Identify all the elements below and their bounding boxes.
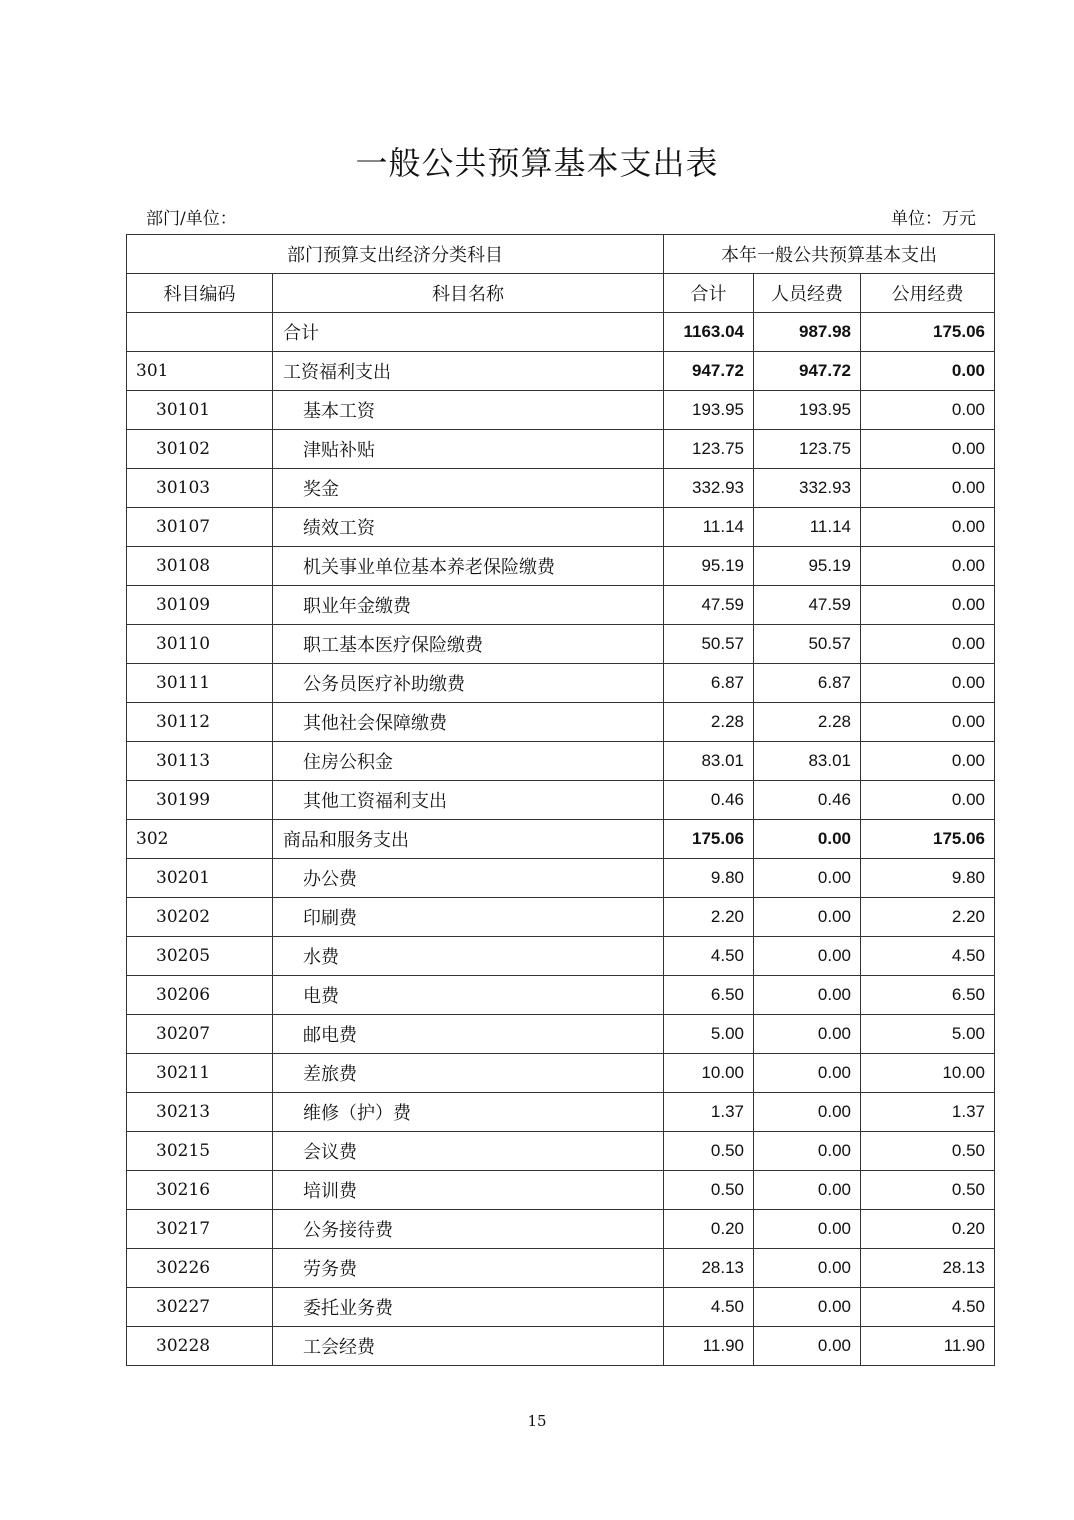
row-code: 30111 (127, 664, 273, 703)
row-total: 947.72 (664, 352, 754, 391)
row-public: 0.00 (861, 430, 995, 469)
row-public: 4.50 (861, 1288, 995, 1327)
table-row (127, 1132, 995, 1171)
row-name: 培训费 (273, 1171, 664, 1210)
header-name: 科目名称 (273, 274, 664, 313)
row-total: 9.80 (664, 859, 754, 898)
row-public: 0.00 (861, 391, 995, 430)
budget-table (126, 234, 995, 1366)
row-public: 0.20 (861, 1210, 995, 1249)
row-personnel: 0.00 (754, 1288, 861, 1327)
row-name: 电费 (273, 976, 664, 1015)
row-name: 商品和服务支出 (273, 820, 664, 859)
row-personnel: 947.72 (754, 352, 861, 391)
row-public: 4.50 (861, 937, 995, 976)
row-personnel: 2.28 (754, 703, 861, 742)
table-row (127, 742, 995, 781)
table-row (127, 625, 995, 664)
row-name: 津贴补贴 (273, 430, 664, 469)
table-row (127, 391, 995, 430)
row-public: 0.00 (861, 586, 995, 625)
row-code: 30213 (127, 1093, 273, 1132)
table-row (127, 352, 995, 391)
row-personnel: 0.00 (754, 1015, 861, 1054)
row-public: 11.90 (861, 1327, 995, 1366)
row-code: 30113 (127, 742, 273, 781)
row-code: 30102 (127, 430, 273, 469)
row-public: 0.00 (861, 664, 995, 703)
table-row (127, 1054, 995, 1093)
table-row (127, 703, 995, 742)
row-code: 30201 (127, 859, 273, 898)
row-personnel: 0.00 (754, 820, 861, 859)
row-code: 30109 (127, 586, 273, 625)
header-code: 科目编码 (127, 274, 273, 313)
row-public: 0.50 (861, 1132, 995, 1171)
table-row (127, 1288, 995, 1327)
row-total: 0.50 (664, 1132, 754, 1171)
row-public: 0.00 (861, 508, 995, 547)
row-name: 奖金 (273, 469, 664, 508)
header-group-row (127, 235, 995, 274)
row-name: 机关事业单位基本养老保险缴费 (273, 547, 664, 586)
row-code: 30216 (127, 1171, 273, 1210)
row-public: 5.00 (861, 1015, 995, 1054)
row-personnel: 0.00 (754, 859, 861, 898)
row-public: 0.00 (861, 742, 995, 781)
row-total: 95.19 (664, 547, 754, 586)
row-code: 30228 (127, 1327, 273, 1366)
row-code (127, 313, 273, 352)
row-code: 30206 (127, 976, 273, 1015)
row-total: 4.50 (664, 1288, 754, 1327)
row-code: 30205 (127, 937, 273, 976)
table-row (127, 1327, 995, 1366)
row-personnel: 0.00 (754, 1093, 861, 1132)
row-name: 印刷费 (273, 898, 664, 937)
row-personnel: 987.98 (754, 313, 861, 352)
table-row (127, 1171, 995, 1210)
row-public: 6.50 (861, 976, 995, 1015)
row-personnel: 83.01 (754, 742, 861, 781)
row-personnel: 0.00 (754, 1249, 861, 1288)
row-code: 30227 (127, 1288, 273, 1327)
table-body (127, 313, 995, 1366)
table-row (127, 781, 995, 820)
row-code: 30226 (127, 1249, 273, 1288)
table-row (127, 1210, 995, 1249)
row-personnel: 0.00 (754, 1132, 861, 1171)
row-total: 11.14 (664, 508, 754, 547)
row-total: 0.46 (664, 781, 754, 820)
row-name: 工资福利支出 (273, 352, 664, 391)
row-total: 83.01 (664, 742, 754, 781)
row-personnel: 11.14 (754, 508, 861, 547)
row-name: 邮电费 (273, 1015, 664, 1054)
row-code: 30202 (127, 898, 273, 937)
row-public: 0.50 (861, 1171, 995, 1210)
row-public: 0.00 (861, 469, 995, 508)
row-personnel: 95.19 (754, 547, 861, 586)
header-group-right: 本年一般公共预算基本支出 (664, 235, 995, 274)
row-personnel: 0.00 (754, 1327, 861, 1366)
row-public: 0.00 (861, 703, 995, 742)
row-name: 职业年金缴费 (273, 586, 664, 625)
row-code: 30217 (127, 1210, 273, 1249)
row-total: 47.59 (664, 586, 754, 625)
page-title: 一般公共预算基本支出表 (355, 144, 719, 182)
table-row (127, 547, 995, 586)
row-code: 30103 (127, 469, 273, 508)
table-row (127, 937, 995, 976)
row-name: 公务员医疗补助缴费 (273, 664, 664, 703)
row-personnel: 0.00 (754, 1171, 861, 1210)
header-total: 合计 (664, 274, 754, 313)
row-total: 0.50 (664, 1171, 754, 1210)
row-name: 其他社会保障缴费 (273, 703, 664, 742)
row-public: 2.20 (861, 898, 995, 937)
table-row (127, 586, 995, 625)
row-name: 维修（护）费 (273, 1093, 664, 1132)
row-name: 水费 (273, 937, 664, 976)
row-name: 工会经费 (273, 1327, 664, 1366)
row-total: 50.57 (664, 625, 754, 664)
unit-label: 单位：万元 (891, 209, 976, 229)
row-personnel: 0.00 (754, 1054, 861, 1093)
row-personnel: 50.57 (754, 625, 861, 664)
row-code: 30112 (127, 703, 273, 742)
row-code: 30107 (127, 508, 273, 547)
header-public: 公用经费 (861, 274, 995, 313)
row-personnel: 123.75 (754, 430, 861, 469)
row-personnel: 0.46 (754, 781, 861, 820)
row-code: 30110 (127, 625, 273, 664)
row-public: 0.00 (861, 352, 995, 391)
row-total: 2.28 (664, 703, 754, 742)
row-personnel: 0.00 (754, 1210, 861, 1249)
row-public: 9.80 (861, 859, 995, 898)
row-name: 住房公积金 (273, 742, 664, 781)
row-total: 11.90 (664, 1327, 754, 1366)
header-group-left: 部门预算支出经济分类科目 (127, 235, 664, 274)
table-row (127, 976, 995, 1015)
row-public: 175.06 (861, 820, 995, 859)
table-row (127, 313, 995, 352)
row-personnel: 193.95 (754, 391, 861, 430)
row-personnel: 0.00 (754, 976, 861, 1015)
row-name: 其他工资福利支出 (273, 781, 664, 820)
row-total: 123.75 (664, 430, 754, 469)
row-name: 办公费 (273, 859, 664, 898)
header-column-row (127, 274, 995, 313)
row-name: 绩效工资 (273, 508, 664, 547)
row-public: 175.06 (861, 313, 995, 352)
row-personnel: 0.00 (754, 898, 861, 937)
row-total: 0.20 (664, 1210, 754, 1249)
row-name: 差旅费 (273, 1054, 664, 1093)
row-public: 10.00 (861, 1054, 995, 1093)
page-number: 15 (527, 1412, 547, 1430)
row-name: 基本工资 (273, 391, 664, 430)
row-public: 0.00 (861, 547, 995, 586)
row-total: 10.00 (664, 1054, 754, 1093)
row-public: 1.37 (861, 1093, 995, 1132)
row-total: 4.50 (664, 937, 754, 976)
row-name: 劳务费 (273, 1249, 664, 1288)
row-code: 301 (127, 352, 273, 391)
table-row (127, 469, 995, 508)
row-name: 职工基本医疗保险缴费 (273, 625, 664, 664)
row-code: 30215 (127, 1132, 273, 1171)
row-total: 2.20 (664, 898, 754, 937)
table-row (127, 664, 995, 703)
row-code: 30207 (127, 1015, 273, 1054)
row-personnel: 0.00 (754, 937, 861, 976)
row-name: 合计 (273, 313, 664, 352)
row-public: 0.00 (861, 625, 995, 664)
header-personnel: 人员经费 (754, 274, 861, 313)
row-name: 公务接待费 (273, 1210, 664, 1249)
row-total: 5.00 (664, 1015, 754, 1054)
row-public: 28.13 (861, 1249, 995, 1288)
row-total: 175.06 (664, 820, 754, 859)
row-code: 30108 (127, 547, 273, 586)
table-row (127, 898, 995, 937)
row-code: 302 (127, 820, 273, 859)
row-total: 1163.04 (664, 313, 754, 352)
table-row (127, 1093, 995, 1132)
table-row (127, 820, 995, 859)
row-public: 0.00 (861, 781, 995, 820)
row-personnel: 6.87 (754, 664, 861, 703)
table-row (127, 430, 995, 469)
table-row (127, 1249, 995, 1288)
row-personnel: 47.59 (754, 586, 861, 625)
table-row (127, 1015, 995, 1054)
department-label: 部门/单位： (146, 209, 237, 229)
row-code: 30101 (127, 391, 273, 430)
row-name: 委托业务费 (273, 1288, 664, 1327)
row-total: 332.93 (664, 469, 754, 508)
row-name: 会议费 (273, 1132, 664, 1171)
row-personnel: 332.93 (754, 469, 861, 508)
row-total: 6.50 (664, 976, 754, 1015)
row-total: 6.87 (664, 664, 754, 703)
row-total: 193.95 (664, 391, 754, 430)
row-total: 1.37 (664, 1093, 754, 1132)
table-row (127, 508, 995, 547)
table-row (127, 859, 995, 898)
row-code: 30199 (127, 781, 273, 820)
row-code: 30211 (127, 1054, 273, 1093)
row-total: 28.13 (664, 1249, 754, 1288)
